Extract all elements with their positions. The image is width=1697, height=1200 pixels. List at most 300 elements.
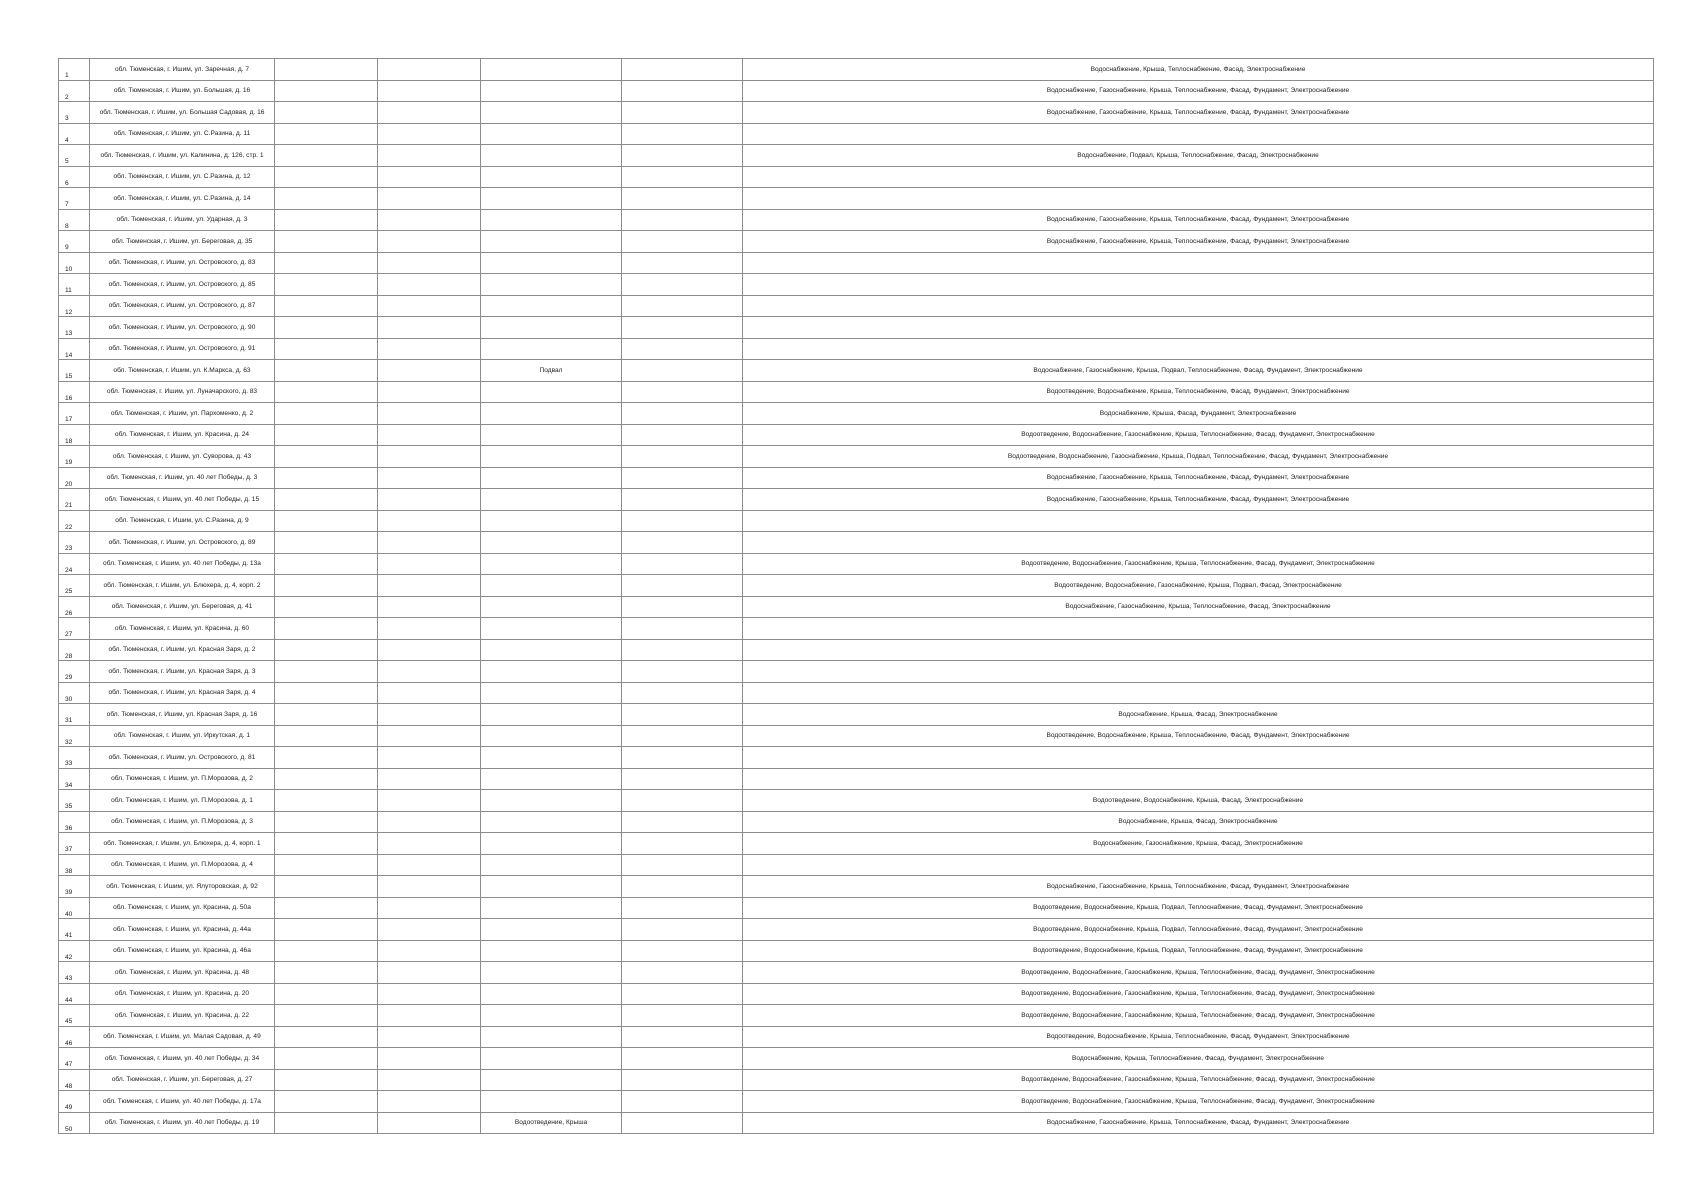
row-number-cell: 26 [59, 596, 90, 618]
empty-cell [622, 962, 743, 984]
address-cell: обл. Тюменская, г. Ишим, ул. Блюхера, д. 4, корп. 1 [90, 833, 275, 855]
empty-cell [378, 381, 481, 403]
empty-cell [622, 747, 743, 769]
address-cell: обл. Тюменская, г. Ишим, ул. Красина, д. 46а [90, 940, 275, 962]
table-row [59, 1005, 1654, 1027]
address-cell: обл. Тюменская, г. Ишим, ул. Островского, д. 89 [90, 532, 275, 554]
row-number-cell: 23 [59, 532, 90, 554]
empty-cell [378, 446, 481, 468]
table-row [59, 1112, 1654, 1134]
address-cell: обл. Тюменская, г. Ишим, ул. Островского, д. 81 [90, 747, 275, 769]
row-number-cell: 42 [59, 940, 90, 962]
empty-cell [378, 123, 481, 145]
table-row [59, 618, 1654, 640]
works-list-cell: Водоотведение, Водоснабжение, Газоснабжение, Крыша, Теплоснабжение, Фасад, Фундамент, Электроснабжение [743, 1005, 1654, 1027]
row-number-cell: 7 [59, 188, 90, 210]
empty-cell [378, 510, 481, 532]
row-number-cell: 40 [59, 897, 90, 919]
empty-cell [275, 768, 378, 790]
work-type-cell [481, 1005, 622, 1027]
address-cell: обл. Тюменская, г. Ишим, ул. 40 лет Победы, д. 13а [90, 553, 275, 575]
empty-cell [275, 403, 378, 425]
empty-cell [378, 682, 481, 704]
table-row [59, 983, 1654, 1005]
empty-cell [378, 1069, 481, 1091]
works-list-cell: Водоотведение, Водоснабжение, Крыша, Фасад, Электроснабжение [743, 790, 1654, 812]
row-number-cell: 17 [59, 403, 90, 425]
empty-cell [275, 1091, 378, 1113]
table-row [59, 231, 1654, 253]
works-list-cell: Водоснабжение, Газоснабжение, Крыша, Теплоснабжение, Фасад, Электроснабжение [743, 596, 1654, 618]
address-cell: обл. Тюменская, г. Ишим, ул. П.Морозова, д. 2 [90, 768, 275, 790]
table-row [59, 166, 1654, 188]
empty-cell [622, 1005, 743, 1027]
work-type-cell: Подвал [481, 360, 622, 382]
work-type-cell [481, 510, 622, 532]
empty-cell [275, 317, 378, 339]
row-number-cell: 45 [59, 1005, 90, 1027]
table-row [59, 1091, 1654, 1113]
empty-cell [378, 704, 481, 726]
work-type-cell [481, 381, 622, 403]
works-list-cell [743, 768, 1654, 790]
empty-cell [378, 102, 481, 124]
works-list-cell: Водоотведение, Водоснабжение, Газоснабжение, Крыша, Теплоснабжение, Фасад, Фундамент, Электроснабжение [743, 962, 1654, 984]
empty-cell [378, 833, 481, 855]
empty-cell [622, 102, 743, 124]
row-number-cell: 47 [59, 1048, 90, 1070]
empty-cell [378, 338, 481, 360]
works-list-cell [743, 123, 1654, 145]
empty-cell [622, 725, 743, 747]
work-type-cell [481, 854, 622, 876]
empty-cell [378, 596, 481, 618]
work-type-cell [481, 553, 622, 575]
empty-cell [275, 188, 378, 210]
empty-cell [378, 166, 481, 188]
empty-cell [622, 1112, 743, 1134]
address-cell: обл. Тюменская, г. Ишим, ул. 40 лет Победы, д. 34 [90, 1048, 275, 1070]
empty-cell [275, 424, 378, 446]
address-cell: обл. Тюменская, г. Ишим, ул. Большая Садовая, д. 16 [90, 102, 275, 124]
row-number-cell: 33 [59, 747, 90, 769]
row-number-cell: 46 [59, 1026, 90, 1048]
row-number-cell: 36 [59, 811, 90, 833]
empty-cell [275, 790, 378, 812]
empty-cell [622, 940, 743, 962]
work-type-cell [481, 188, 622, 210]
address-cell: обл. Тюменская, г. Ишим, ул. 40 лет Победы, д. 17а [90, 1091, 275, 1113]
empty-cell [275, 833, 378, 855]
empty-cell [378, 467, 481, 489]
address-cell: обл. Тюменская, г. Ишим, ул. Красина, д. 50а [90, 897, 275, 919]
row-number-cell: 19 [59, 446, 90, 468]
table-row [59, 102, 1654, 124]
address-cell: обл. Тюменская, г. Ишим, ул. Иркутская, д. 1 [90, 725, 275, 747]
works-list-cell [743, 274, 1654, 296]
row-number-cell: 8 [59, 209, 90, 231]
address-cell: обл. Тюменская, г. Ишим, ул. Красина, д. 20 [90, 983, 275, 1005]
empty-cell [275, 725, 378, 747]
work-type-cell [481, 446, 622, 468]
work-type-cell [481, 1026, 622, 1048]
empty-cell [622, 467, 743, 489]
row-number-cell: 9 [59, 231, 90, 253]
table-row [59, 467, 1654, 489]
empty-cell [378, 553, 481, 575]
empty-cell [378, 188, 481, 210]
work-type-cell [481, 919, 622, 941]
work-type-cell [481, 682, 622, 704]
works-list-cell: Водоснабжение, Газоснабжение, Крыша, Теплоснабжение, Фасад, Фундамент, Электроснабжение [743, 231, 1654, 253]
address-cell: обл. Тюменская, г. Ишим, ул. Островского, д. 87 [90, 295, 275, 317]
works-list-cell [743, 295, 1654, 317]
empty-cell [622, 661, 743, 683]
address-cell: обл. Тюменская, г. Ишим, ул. П.Морозова, д. 3 [90, 811, 275, 833]
empty-cell [622, 1026, 743, 1048]
empty-cell [622, 145, 743, 167]
houses-table-body [59, 59, 1654, 1134]
work-type-cell [481, 940, 622, 962]
address-cell: обл. Тюменская, г. Ишим, ул. Луначарского, д. 83 [90, 381, 275, 403]
works-list-cell: Водоснабжение, Газоснабжение, Крыша, Фасад, Электроснабжение [743, 833, 1654, 855]
empty-cell [378, 295, 481, 317]
work-type-cell [481, 983, 622, 1005]
table-row [59, 59, 1654, 81]
address-cell: обл. Тюменская, г. Ишим, ул. С.Разина, д. 11 [90, 123, 275, 145]
address-cell: обл. Тюменская, г. Ишим, ул. Ударная, д. 3 [90, 209, 275, 231]
work-type-cell: Водоотведение, Крыша [481, 1112, 622, 1134]
work-type-cell [481, 639, 622, 661]
empty-cell [622, 252, 743, 274]
table-row [59, 768, 1654, 790]
table-row [59, 661, 1654, 683]
work-type-cell [481, 295, 622, 317]
address-cell: обл. Тюменская, г. Ишим, ул. Заречная, д. 7 [90, 59, 275, 81]
work-type-cell [481, 489, 622, 511]
work-type-cell [481, 467, 622, 489]
empty-cell [622, 403, 743, 425]
row-number-cell: 50 [59, 1112, 90, 1134]
work-type-cell [481, 833, 622, 855]
empty-cell [378, 424, 481, 446]
address-cell: обл. Тюменская, г. Ишим, ул. Красина, д. 24 [90, 424, 275, 446]
empty-cell [275, 338, 378, 360]
address-cell: обл. Тюменская, г. Ишим, ул. 40 лет Победы, д. 3 [90, 467, 275, 489]
works-list-cell: Водоотведение, Водоснабжение, Крыша, Теплоснабжение, Фасад, Фундамент, Электроснабжение [743, 381, 1654, 403]
address-cell: обл. Тюменская, г. Ишим, ул. Ялуторовская, д. 92 [90, 876, 275, 898]
empty-cell [378, 919, 481, 941]
empty-cell [275, 983, 378, 1005]
address-cell: обл. Тюменская, г. Ишим, ул. Большая, д. 16 [90, 80, 275, 102]
row-number-cell: 41 [59, 919, 90, 941]
works-list-cell: Водоотведение, Водоснабжение, Газоснабжение, Крыша, Подвал, Теплоснабжение, Фасад, Фундамент, Электроснабжение [743, 446, 1654, 468]
empty-cell [622, 553, 743, 575]
work-type-cell [481, 725, 622, 747]
empty-cell [378, 575, 481, 597]
row-number-cell: 27 [59, 618, 90, 640]
table-row [59, 747, 1654, 769]
empty-cell [378, 790, 481, 812]
empty-cell [275, 80, 378, 102]
address-cell: обл. Тюменская, г. Ишим, ул. Красина, д. 22 [90, 1005, 275, 1027]
empty-cell [275, 575, 378, 597]
empty-cell [378, 876, 481, 898]
work-type-cell [481, 768, 622, 790]
address-cell: обл. Тюменская, г. Ишим, ул. Красная Заря, д. 2 [90, 639, 275, 661]
empty-cell [622, 983, 743, 1005]
table-row [59, 639, 1654, 661]
work-type-cell [481, 80, 622, 102]
empty-cell [275, 166, 378, 188]
table-row [59, 725, 1654, 747]
address-cell: обл. Тюменская, г. Ишим, ул. Калинина, д. 126, стр. 1 [90, 145, 275, 167]
address-cell: обл. Тюменская, г. Ишим, ул. Суворова, д. 43 [90, 446, 275, 468]
empty-cell [275, 553, 378, 575]
table-row [59, 295, 1654, 317]
table-row [59, 962, 1654, 984]
empty-cell [275, 618, 378, 640]
empty-cell [275, 252, 378, 274]
address-cell: обл. Тюменская, г. Ишим, ул. П.Морозова, д. 4 [90, 854, 275, 876]
table-row [59, 876, 1654, 898]
address-cell: обл. Тюменская, г. Ишим, ул. Береговая, д. 41 [90, 596, 275, 618]
table-row [59, 123, 1654, 145]
address-cell: обл. Тюменская, г. Ишим, ул. С.Разина, д. 12 [90, 166, 275, 188]
works-list-cell: Водоснабжение, Газоснабжение, Крыша, Подвал, Теплоснабжение, Фасад, Фундамент, Электроснабжение [743, 360, 1654, 382]
row-number-cell: 44 [59, 983, 90, 1005]
table-row [59, 596, 1654, 618]
work-type-cell [481, 1091, 622, 1113]
row-number-cell: 49 [59, 1091, 90, 1113]
empty-cell [275, 102, 378, 124]
empty-cell [275, 1069, 378, 1091]
table-row [59, 317, 1654, 339]
empty-cell [622, 768, 743, 790]
empty-cell [622, 381, 743, 403]
empty-cell [378, 1112, 481, 1134]
table-row [59, 209, 1654, 231]
empty-cell [622, 59, 743, 81]
empty-cell [275, 1112, 378, 1134]
address-cell: обл. Тюменская, г. Ишим, ул. Островского, д. 90 [90, 317, 275, 339]
table-row [59, 919, 1654, 941]
works-list-cell: Водоснабжение, Газоснабжение, Крыша, Теплоснабжение, Фасад, Фундамент, Электроснабжение [743, 102, 1654, 124]
works-list-cell [743, 510, 1654, 532]
empty-cell [378, 59, 481, 81]
row-number-cell: 6 [59, 166, 90, 188]
empty-cell [275, 360, 378, 382]
table-row [59, 80, 1654, 102]
row-number-cell: 48 [59, 1069, 90, 1091]
address-cell: обл. Тюменская, г. Ишим, ул. Пархоменко, д. 2 [90, 403, 275, 425]
empty-cell [622, 1091, 743, 1113]
table-row [59, 510, 1654, 532]
empty-cell [622, 790, 743, 812]
empty-cell [378, 897, 481, 919]
work-type-cell [481, 102, 622, 124]
empty-cell [275, 1026, 378, 1048]
empty-cell [378, 747, 481, 769]
address-cell: обл. Тюменская, г. Ишим, ул. Красина, д. 48 [90, 962, 275, 984]
empty-cell [378, 725, 481, 747]
works-list-cell: Водоснабжение, Газоснабжение, Крыша, Теплоснабжение, Фасад, Фундамент, Электроснабжение [743, 80, 1654, 102]
empty-cell [622, 510, 743, 532]
empty-cell [275, 596, 378, 618]
table-row [59, 790, 1654, 812]
empty-cell [378, 403, 481, 425]
work-type-cell [481, 145, 622, 167]
works-list-cell: Водоснабжение, Газоснабжение, Крыша, Теплоснабжение, Фасад, Фундамент, Электроснабжение [743, 489, 1654, 511]
table-row [59, 489, 1654, 511]
empty-cell [275, 209, 378, 231]
empty-cell [378, 1048, 481, 1070]
table-row [59, 553, 1654, 575]
works-list-cell: Водоотведение, Водоснабжение, Газоснабжение, Крыша, Теплоснабжение, Фасад, Фундамент, Электроснабжение [743, 553, 1654, 575]
empty-cell [275, 811, 378, 833]
work-type-cell [481, 661, 622, 683]
table-row [59, 575, 1654, 597]
empty-cell [378, 983, 481, 1005]
document-sheet [58, 58, 1654, 1134]
row-number-cell: 12 [59, 295, 90, 317]
empty-cell [622, 188, 743, 210]
table-row [59, 446, 1654, 468]
works-list-cell: Водоотведение, Водоснабжение, Газоснабжение, Крыша, Теплоснабжение, Фасад, Фундамент, Электроснабжение [743, 424, 1654, 446]
work-type-cell [481, 123, 622, 145]
empty-cell [275, 962, 378, 984]
empty-cell [622, 424, 743, 446]
work-type-cell [481, 618, 622, 640]
empty-cell [275, 123, 378, 145]
work-type-cell [481, 532, 622, 554]
work-type-cell [481, 704, 622, 726]
table-row [59, 811, 1654, 833]
empty-cell [622, 295, 743, 317]
works-list-cell: Водоотведение, Водоснабжение, Крыша, Подвал, Теплоснабжение, Фасад, Фундамент, Электроснабжение [743, 897, 1654, 919]
address-cell: обл. Тюменская, г. Ишим, ул. Блюхера, д. 4, корп. 2 [90, 575, 275, 597]
empty-cell [378, 360, 481, 382]
address-cell: обл. Тюменская, г. Ишим, ул. П.Морозова, д. 1 [90, 790, 275, 812]
work-type-cell [481, 876, 622, 898]
table-row [59, 682, 1654, 704]
work-type-cell [481, 811, 622, 833]
row-number-cell: 32 [59, 725, 90, 747]
address-cell: обл. Тюменская, г. Ишим, ул. Береговая, д. 27 [90, 1069, 275, 1091]
row-number-cell: 2 [59, 80, 90, 102]
work-type-cell [481, 209, 622, 231]
row-number-cell: 14 [59, 338, 90, 360]
empty-cell [622, 1069, 743, 1091]
works-list-cell: Водоотведение, Водоснабжение, Газоснабжение, Крыша, Теплоснабжение, Фасад, Фундамент, Электроснабжение [743, 983, 1654, 1005]
empty-cell [378, 1091, 481, 1113]
table-row [59, 403, 1654, 425]
row-number-cell: 1 [59, 59, 90, 81]
works-list-cell [743, 661, 1654, 683]
empty-cell [275, 467, 378, 489]
address-cell: обл. Тюменская, г. Ишим, ул. Малая Садовая, д. 49 [90, 1026, 275, 1048]
row-number-cell: 16 [59, 381, 90, 403]
works-list-cell [743, 747, 1654, 769]
row-number-cell: 18 [59, 424, 90, 446]
row-number-cell: 30 [59, 682, 90, 704]
works-list-cell [743, 854, 1654, 876]
work-type-cell [481, 317, 622, 339]
row-number-cell: 38 [59, 854, 90, 876]
empty-cell [378, 489, 481, 511]
work-type-cell [481, 403, 622, 425]
empty-cell [275, 446, 378, 468]
address-cell: обл. Тюменская, г. Ишим, ул. Красина, д. 60 [90, 618, 275, 640]
empty-cell [622, 317, 743, 339]
empty-cell [622, 1048, 743, 1070]
work-type-cell [481, 231, 622, 253]
row-number-cell: 11 [59, 274, 90, 296]
empty-cell [622, 489, 743, 511]
empty-cell [275, 59, 378, 81]
empty-cell [378, 145, 481, 167]
work-type-cell [481, 575, 622, 597]
works-list-cell: Водоснабжение, Крыша, Фасад, Электроснабжение [743, 704, 1654, 726]
empty-cell [275, 661, 378, 683]
row-number-cell: 28 [59, 639, 90, 661]
empty-cell [378, 962, 481, 984]
work-type-cell [481, 424, 622, 446]
empty-cell [378, 940, 481, 962]
table-row [59, 897, 1654, 919]
empty-cell [378, 231, 481, 253]
empty-cell [275, 274, 378, 296]
row-number-cell: 24 [59, 553, 90, 575]
empty-cell [378, 639, 481, 661]
works-list-cell: Водоотведение, Водоснабжение, Крыша, Теплоснабжение, Фасад, Фундамент, Электроснабжение [743, 1026, 1654, 1048]
work-type-cell [481, 747, 622, 769]
empty-cell [622, 897, 743, 919]
empty-cell [378, 854, 481, 876]
works-list-cell: Водоснабжение, Газоснабжение, Крыша, Теплоснабжение, Фасад, Фундамент, Электроснабжение [743, 1112, 1654, 1134]
empty-cell [378, 1005, 481, 1027]
empty-cell [275, 489, 378, 511]
empty-cell [622, 123, 743, 145]
empty-cell [378, 1026, 481, 1048]
address-cell: обл. Тюменская, г. Ишим, ул. Красная Заря, д. 3 [90, 661, 275, 683]
table-row [59, 1069, 1654, 1091]
empty-cell [622, 575, 743, 597]
address-cell: обл. Тюменская, г. Ишим, ул. Красная Заря, д. 16 [90, 704, 275, 726]
empty-cell [378, 274, 481, 296]
empty-cell [275, 231, 378, 253]
table-row [59, 833, 1654, 855]
table-row [59, 274, 1654, 296]
work-type-cell [481, 274, 622, 296]
address-cell: обл. Тюменская, г. Ишим, ул. Островского, д. 83 [90, 252, 275, 274]
works-list-cell: Водоснабжение, Газоснабжение, Крыша, Теплоснабжение, Фасад, Фундамент, Электроснабжение [743, 467, 1654, 489]
row-number-cell: 39 [59, 876, 90, 898]
address-cell: обл. Тюменская, г. Ишим, ул. С.Разина, д. 14 [90, 188, 275, 210]
address-cell: обл. Тюменская, г. Ишим, ул. Красина, д. 44а [90, 919, 275, 941]
table-row [59, 381, 1654, 403]
works-list-cell: Водоснабжение, Газоснабжение, Крыша, Теплоснабжение, Фасад, Фундамент, Электроснабжение [743, 876, 1654, 898]
table-row [59, 854, 1654, 876]
work-type-cell [481, 59, 622, 81]
works-list-cell: Водоотведение, Водоснабжение, Крыша, Подвал, Теплоснабжение, Фасад, Фундамент, Электроснабжение [743, 940, 1654, 962]
works-list-cell [743, 618, 1654, 640]
row-number-cell: 31 [59, 704, 90, 726]
table-row [59, 704, 1654, 726]
empty-cell [622, 209, 743, 231]
empty-cell [378, 317, 481, 339]
works-list-cell: Водоснабжение, Крыша, Теплоснабжение, Фасад, Электроснабжение [743, 59, 1654, 81]
